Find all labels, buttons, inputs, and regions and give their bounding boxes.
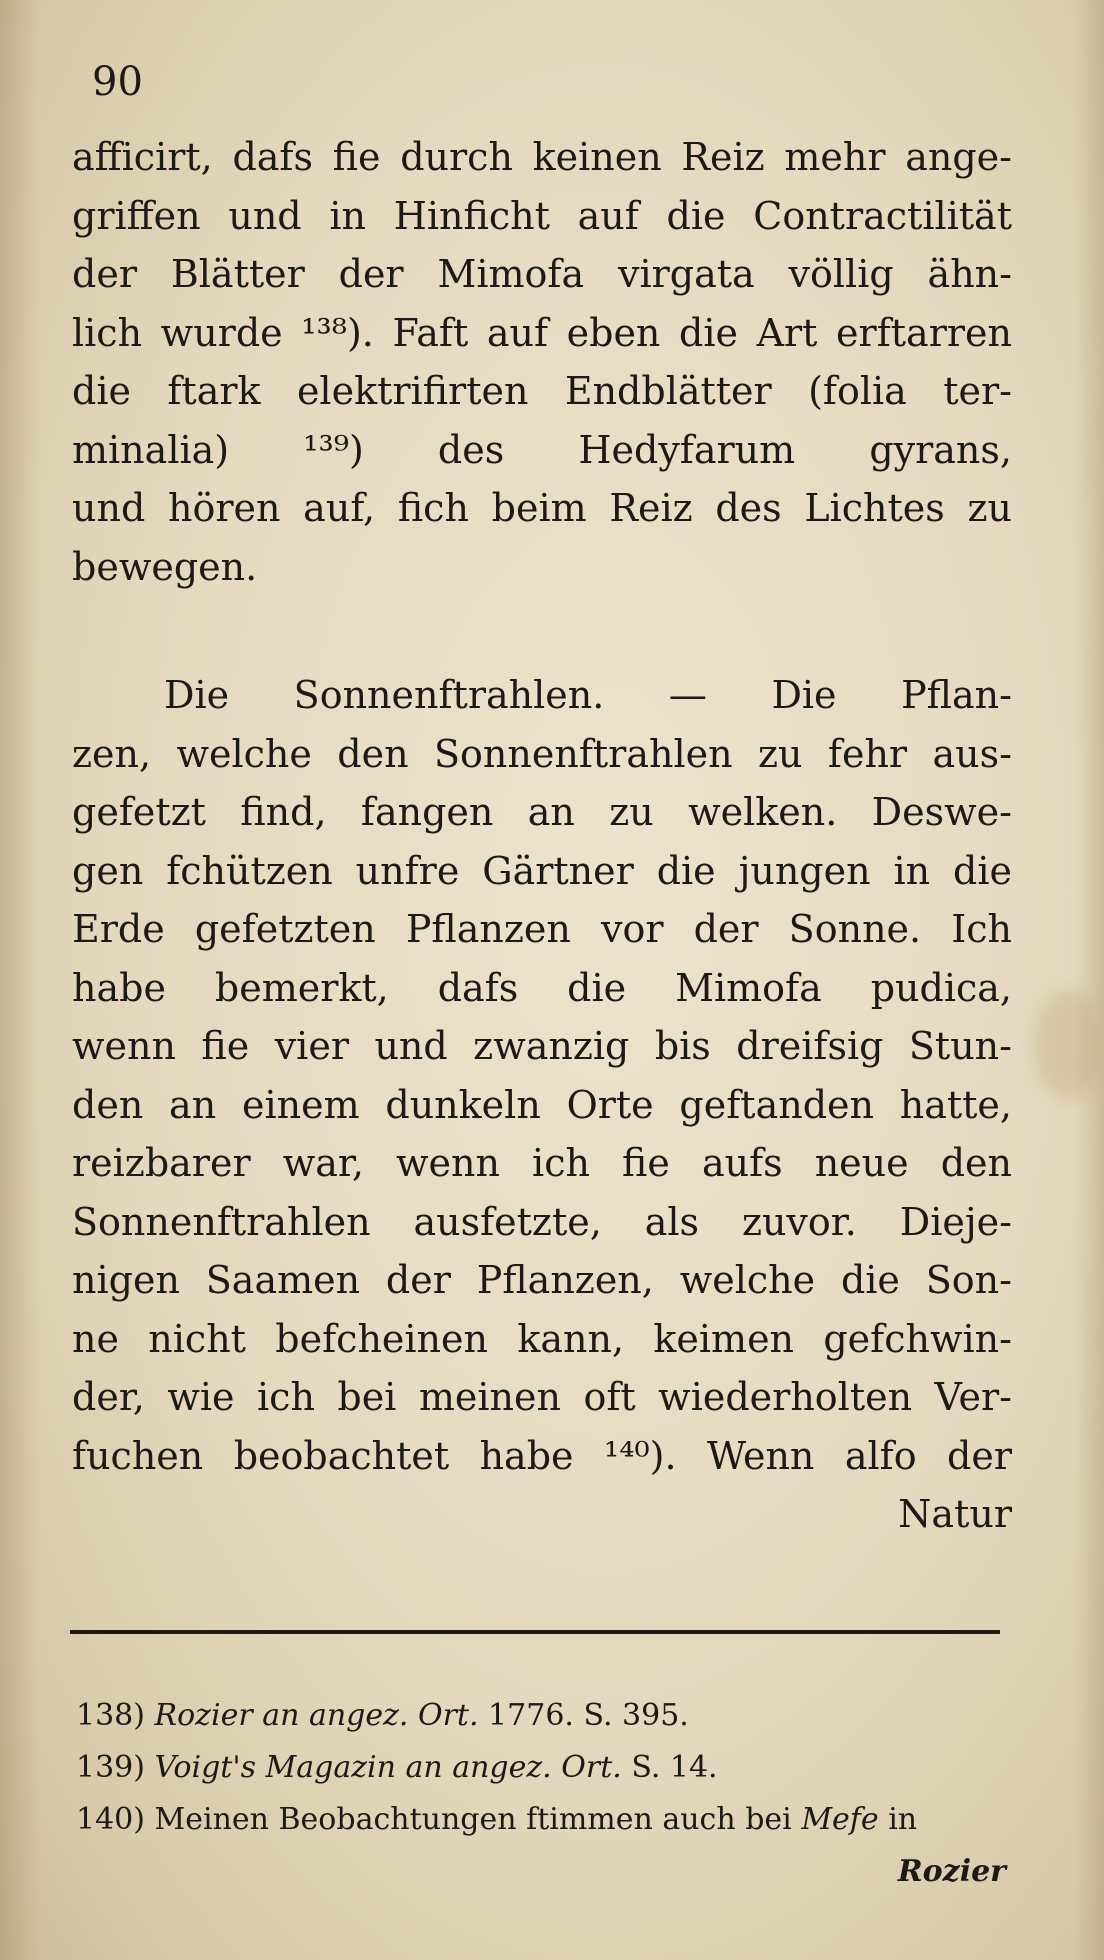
footnote-reference: Mefe <box>801 1802 879 1837</box>
text-line: habe bemerkt, dafs die Mimofa pudica, <box>72 965 1012 1010</box>
page-number: 90 <box>92 59 143 105</box>
text-line: Sonnenftrahlen ausfetzte, als zuvor. Dieje- <box>72 1199 1012 1244</box>
text-line: griffen und in Hinficht auf die Contractilität <box>72 193 1012 238</box>
body-text <box>72 128 1012 1544</box>
text-line: Die Sonnenftrahlen. — Die Pflan- <box>164 673 1012 717</box>
text-line: ne nicht befcheinen kann, keimen gefchwin- <box>72 1316 1012 1361</box>
text-line: zen, welche den Sonnenftrahlen zu fehr aus- <box>72 731 1012 776</box>
text-line: fuchen beobachtet habe ¹⁴⁰). Wenn alfo der <box>72 1433 1012 1478</box>
footnote-number: 138) <box>76 1698 145 1733</box>
text-line: bewegen. <box>72 544 258 589</box>
page-edge-shadow-right <box>1074 0 1104 1960</box>
text-line: minalia) ¹³⁹) des Hedyfarum gyrans, <box>72 427 1012 472</box>
catchword: Natur <box>898 1492 1012 1536</box>
text-line: der Blätter der Mimofa virgata völlig ähn- <box>72 252 1012 296</box>
footnote-rule <box>70 1630 1000 1634</box>
footnote-reference: Voigt's Magazin an angez. Ort. <box>154 1750 622 1785</box>
footnotes <box>76 1690 1006 1898</box>
text-line: afficirt, dafs fie durch keinen Reiz mehr ange- <box>72 135 1012 179</box>
footnote-text: S. 14. <box>621 1750 718 1785</box>
footnote-139 <box>76 1742 1006 1794</box>
text-line: gefetzt find, fangen an zu welken. Deswe- <box>72 790 1012 834</box>
text-line: lich wurde ¹³⁸). Faft auf eben die Art erftarren <box>72 310 1012 355</box>
text-line: reizbarer war, wenn ich fie aufs neue den <box>72 1141 1012 1185</box>
text-line: nigen Saamen der Pflanzen, welche die Son- <box>72 1258 1012 1302</box>
text-line: wenn fie vier und zwanzig bis dreifsig Stun- <box>72 1024 1012 1068</box>
footnote-number: 140) <box>76 1802 145 1837</box>
footnote-text: 1776. S. 395. <box>478 1698 689 1733</box>
text-line: der, wie ich bei meinen oft wiederholten Ver- <box>72 1375 1012 1419</box>
paragraph-gap <box>72 596 1012 666</box>
footnote-catchword: Rozier <box>897 1854 1006 1889</box>
paper-stain <box>1034 990 1104 1100</box>
page-edge-shadow-left <box>0 0 40 1960</box>
text-line: gen fchützen unfre Gärtner die jungen in die <box>72 848 1012 893</box>
text-line: die ftark elektrifirten Endblätter (folia ter- <box>72 369 1012 413</box>
footnote-text: in <box>878 1802 918 1837</box>
footnote-138 <box>76 1690 1006 1742</box>
footnote-140 <box>76 1794 1006 1846</box>
text-line: Erde gefetzten Pflanzen vor der Sonne. Ich <box>72 907 1012 951</box>
footnote-text: Meinen Beobachtungen ftimmen auch bei <box>144 1802 802 1837</box>
text-line: den an einem dunkeln Orte geftanden hatte, <box>72 1082 1012 1127</box>
footnote-reference: Rozier an angez. Ort. <box>154 1698 479 1733</box>
text-line: und hören auf, fich beim Reiz des Lichtes zu <box>72 486 1012 530</box>
footnote-number: 139) <box>76 1750 145 1785</box>
